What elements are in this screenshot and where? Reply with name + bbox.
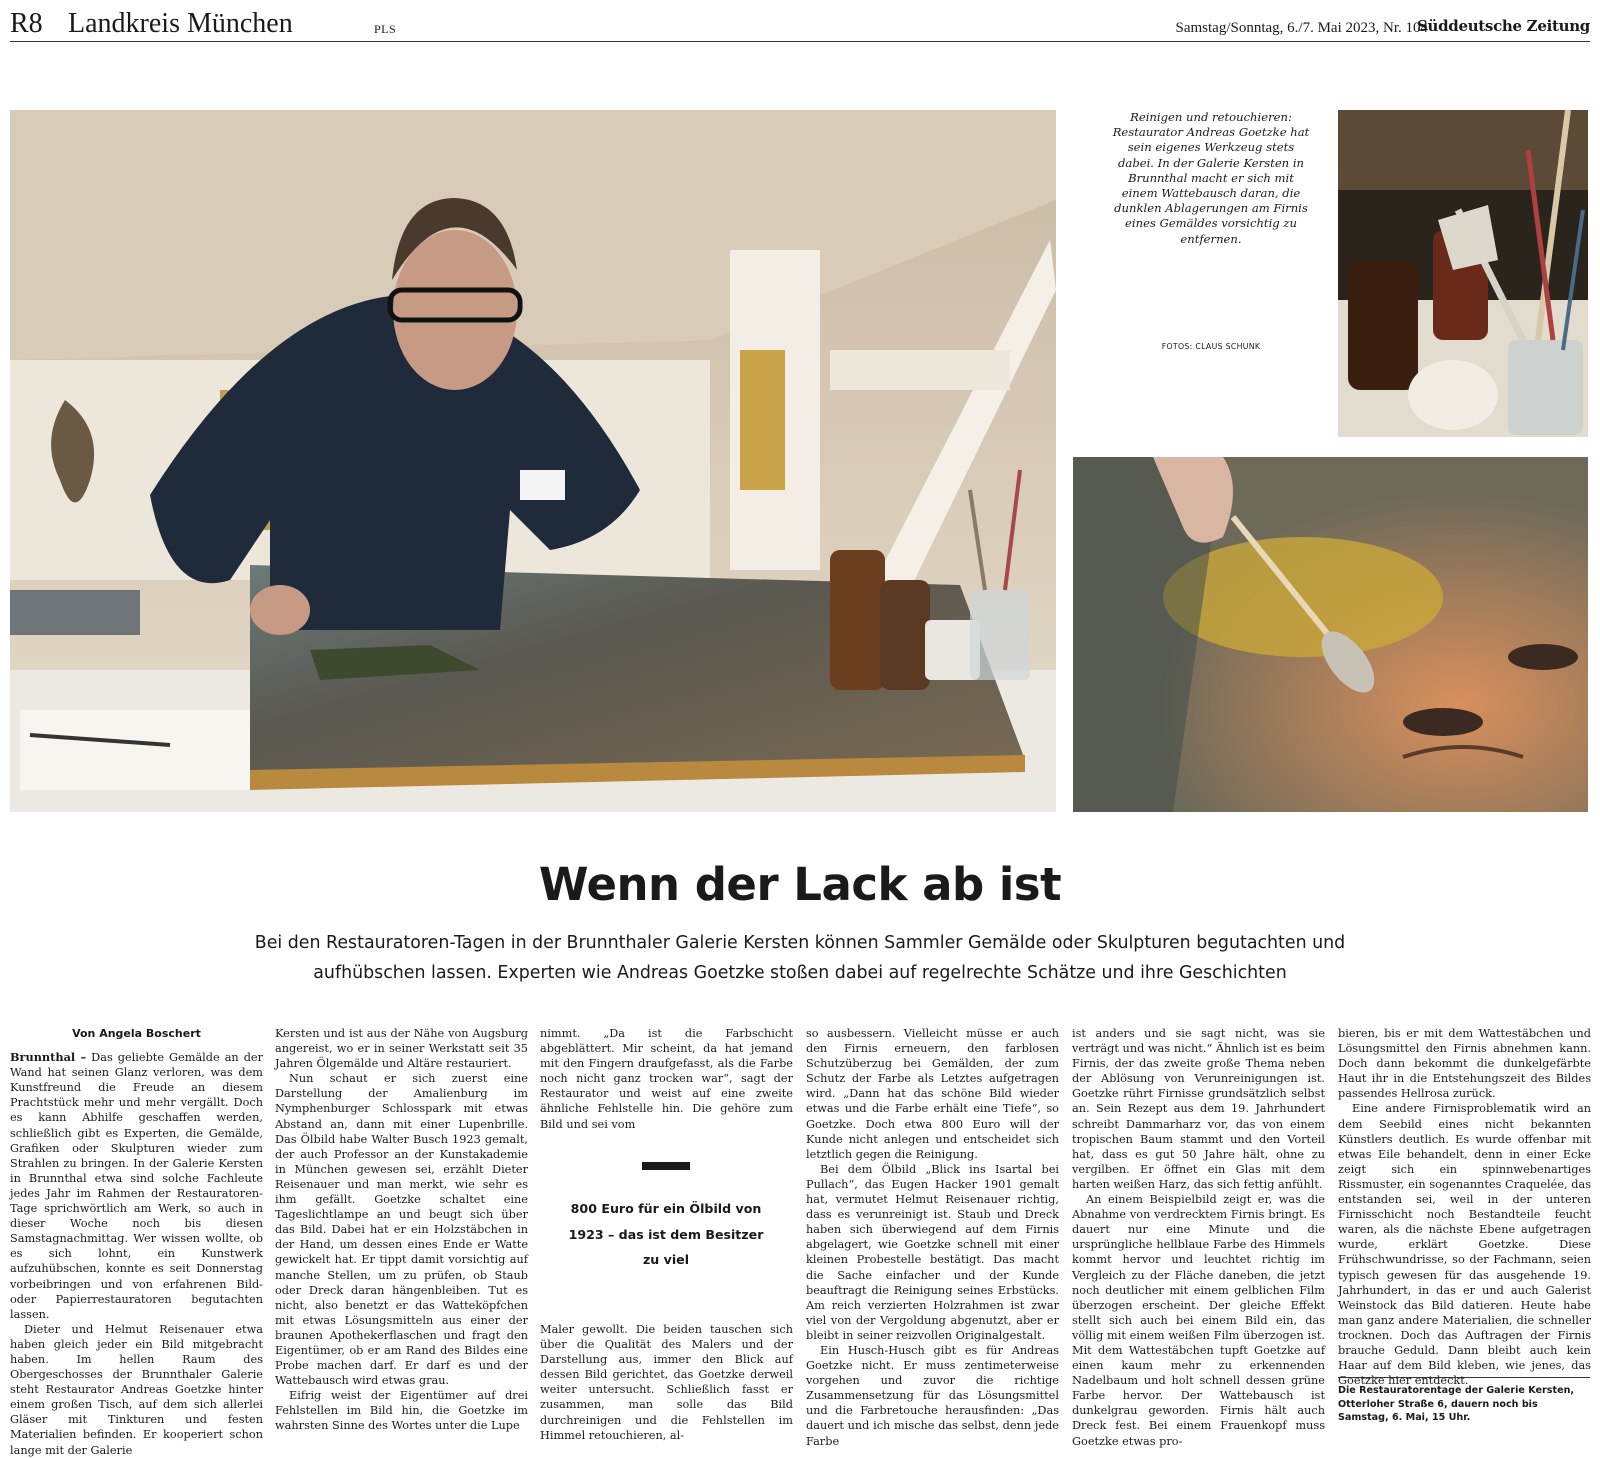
article-column-4 <box>806 1026 1059 1449</box>
article-column-3 <box>540 1026 793 1132</box>
photo-caption: Reinigen und retouchieren: Restaurator Andreas Goetzke hat sein eigenes Werkzeug stets dabei. In der Galerie Kersten in Brunnthal macht er sich mit einem Wattebausch daran, die dunklen Ablagerungen am Firnis eines Gemäldes vorsichtig zu entfernen. <box>1112 110 1310 246</box>
paragraph: Bei dem Ölbild „Blick ins Isartal bei Pullach“, das Eugen Hacker 1901 gemalt hat, vermutet Helmut Reisenauer richtig, dass es verunreinigt ist. Staub und Dreck haben sich überwiegend auf dem Firnis abgelagert, wie Goetzke schnell mit einer kleinen Probestelle bestätigt. Das macht die Sache einfacher und der Kunde beauftragt die Reinigung seines Erbstücks. Am reich verzierten Holzrahmen ist zwar viel von der Vergoldung abgenutzt, aber er bleibt in seiner reizvollen Originalgestalt. <box>806 1162 1059 1342</box>
paragraph: Eine andere Firnisproblematik wird an dem Seebild eines nicht bekannten Künstlers deutlich. Es wurde offenbar mit etwas Eile behandelt, denn in einer Ecke zeigt sich ein spinnwebenartiges Rissmuster, ein sogenanntes Craquelée, das entstanden sei, weil in der unteren Firnisschicht noch Bestandteile feucht waren, als die nächste Ebene aufgetragen wurde, erklärt Goetzke. Diese Frühschwundrisse, so der Fachmann, seien typisch gewesen für das ausgehende 19. Jahrhundert, in das er und auch Galerist Weinstock das Bild datieren. Heute habe man ganz andere Materialien, die schneller trocknen. Doch das Auftragen der Firnis brauche Geduld. Dann bleibt auch kein Haar auf dem Bild kleben, wie jenes, das Goetzke hier entdeckt. <box>1338 1102 1591 1388</box>
paragraph: so ausbessern. Vielleicht müsse er auch den Firnis erneuern, den farblosen Schutzüberzug bei Gemälden, der zum Schutz der Farbe als Letztes aufgetragen wird. „Dann hat das schöne Bild wieder etwas und die Farbe erhält eine Tiefe“, so Goetzke. Doch etwa 800 Euro will der Kunde nicht anlegen und entscheidet sich letztlich gegen die Reinigung. <box>806 1027 1059 1161</box>
article-column-1 <box>10 1026 263 1458</box>
paragraph <box>10 1050 263 1322</box>
edition-code: PLS <box>374 22 397 36</box>
photo-credit: FOTOS: CLAUS SCHUNK <box>1161 342 1261 351</box>
paragraph: Maler gewollt. Die beiden tauschen sich über die Qualität des Malers und der Darstellung aus, immer den Blick auf dessen Bild gerichtet, das Goetzke derweil weiter untersucht. Schließlich fasst er zusammen, man solle das Bild durchreinigen und die Fehlstellen im Himmel retouchieren, al- <box>540 1323 793 1442</box>
article-column-3-continued <box>540 1322 793 1443</box>
article-column-2 <box>275 1026 528 1434</box>
cotton-swab-on-painting-photo <box>1073 457 1588 812</box>
paragraph: An einem Beispielbild zeigt er, was die Abnahme von verdrecktem Firnis bringt. Es dauert nur eine Minute und die ursprüngliche hellblaue Farbe des Himmels kommt hervor und leuchtet richtig im Vergleich zu der Fläche daneben, die jetzt noch deutlicher mit einem gelblichen Film überzogen erscheint. Der gleiche Effekt stellt sich auch bei einem Bild ein, das völlig mit einem weißen Film überzogen ist. Mit dem Wattestäbchen tupft Goetzke auf einen kaum mehr zu erkennenden Nadelbaum und holt schnell dessen grüne Farbe hervor. Der Wattebausch ist dunkelgrau geworden. Firnis hält auch Dreck fest. Bei einem Frauenkopf muss Goetzke etwas pro- <box>1072 1193 1325 1448</box>
paragraph: bieren, bis er mit dem Wattestäbchen und Lösungsmittel den Firnis abnehmen kann. Doch dann bekommt die dunkelgefärbte Haut ihr in die Entstehungszeit des Bildes passendes Hellrosa zurück. <box>1338 1027 1591 1101</box>
issue-date: Samstag/Sonntag, 6./7. Mai 2023, Nr. 104 <box>1175 20 1428 36</box>
pull-quote-bar <box>642 1162 690 1170</box>
pull-quote: 800 Euro für ein Ölbild von 1923 – das ist dem Besitzer zu viel <box>568 1201 764 1267</box>
newspaper-logo: Süddeutsche Zeitung <box>1416 17 1590 35</box>
paragraph: ist anders und sie sagt nicht, was sie verträgt und was nicht.“ Ähnlich ist es beim Firnis, der das zweite große Thema neben der Ablösung von Verunreinigungen ist. Goetzke rührt Firnisse grundsätzlich selbst an. Sein Rezept aus dem 19. Jahrhundert schreibt Dammarharz vor, das von einem tropischen Baum stammt und den Vorteil hat, dass es gut 50 Jahre hält, ohne zu vergilben. Er öffnet ein Glas mit dem harten weißen Harz, das sich fettig anfühlt. <box>1072 1027 1325 1191</box>
section-title: Landkreis München <box>68 8 293 39</box>
event-info-box: Die Restauratorentage der Galerie Kersten, Otterloher Straße 6, dauern noch bis Samstag, 6. Mai, 15 Uhr. <box>1338 1377 1590 1425</box>
paragraph: Nun schaut er sich zuerst eine Darstellung der Amalienburg im Nymphenburger Schlosspark mit etwas Abstand an, dann mit einer Lupenbrille. Das Ölbild habe Walter Busch 1923 gemalt, der auch Professor an der Kunstakademie in München gewesen sei, erzählt Dieter Reisenauer und man merkt, wie sehr es ihm gefällt. Goetzke schaltet eine Tageslichtlampe an und beugt sich über das Bild. Dabei hat er ein Holzstäbchen in der Hand, um dessen eines Ende er Watte gewickelt hat. Er tippt damit vorsichtig auf manche Stellen, um zu prüfen, ob Staub oder Dreck daran hängenbleiben. Tut es nicht, also benetzt er das Watteköpfchen mit etwas Lösungsmitteln aus einer der braunen Apothekerflaschen und fragt den Eigentümer, ob er am Rand des Bildes eine Probe machen darf. Er darf es und der Wattebausch wird etwas grau. <box>275 1072 528 1388</box>
dateline: Brunnthal – <box>10 1050 87 1065</box>
article-column-5 <box>1072 1026 1325 1449</box>
restorer-at-work-photo <box>10 110 1056 812</box>
paragraph-text: Das geliebte Gemälde an der Wand hat seinen Glanz verloren, was dem Kunstfreund die Freude an diesem Prachtstück mehr und mehr vergällt. Doch es kann Abhilfe geschaffen werden, schließlich gibt es Experten, die Gemälde, Grafiken oder Skulpturen wieder zum Strahlen zu bringen. In der Galerie Kersten in Brunnthal etwa sind solche Fachleute jedes Jahr im Rahmen der Restauratoren-Tage sprichwörtlich am Werk, so auch in dieser Woche noch bis diesen Samstagnachmittag. Wer wissen wollte, ob es sich lohnt, ein Kunstwerk aufzuhübschen, konnte es seit Donnerstag vorbeibringen und von erfahrenen Bild- oder Papierrestauratoren begutachten lassen. <box>10 1051 264 1321</box>
paragraph: Kersten und ist aus der Nähe von Augsburg angereist, wo er in seiner Werkstatt seit 35 Jahren Ölgemälde und Altäre restauriert. <box>275 1027 528 1071</box>
article-headline: Wenn der Lack ab ist <box>538 858 1062 911</box>
paragraph: Eifrig weist der Eigentümer auf drei Fehlstellen im Bild hin, die Goetzke im wahrsten Sinne des Wortes unter die Lupe <box>275 1389 528 1433</box>
paragraph: Dieter und Helmut Reisenauer etwa haben gleich jeder ein Bild mitgebracht haben. Im hellen Raum des Obergeschosses der Brunnthaler Galerie steht Restaurator Andreas Goetzke hinter einem großen Tisch, auf dem sich allerlei Gläser mit Tinkturen und festen Materialien befinden. Er kooperiert schon lange mit der Galerie <box>10 1322 263 1457</box>
paragraph: Ein Husch-Husch gibt es für Andreas Goetzke nicht. Er muss zentimeterweise vorgehen und zuvor die richtige Zusammensetzung für das Lösungsmittel und die Farbretouche herausfinden: „Das dauert und ich mische das selbst, denn jede Farbe <box>806 1343 1059 1448</box>
brushes-and-jars-photo <box>1338 110 1588 437</box>
page-number: R8 <box>10 8 43 39</box>
byline: Von Angela Boschert <box>72 1027 201 1040</box>
article-column-6 <box>1338 1026 1591 1388</box>
article-subhead: Bei den Restauratoren-Tagen in der Brunnthaler Galerie Kersten können Sammler Gemälde oder Skulpturen begutachten und aufhübschen lassen. Experten wie Andreas Goetzke stoßen dabei auf regelrechte Schätze und ihre Geschichten <box>254 933 1346 983</box>
paragraph: nimmt. „Da ist die Farbschicht abgeblättert. Mir scheint, da hat jemand mit den Fingern draufgefasst, als die Farbe noch nicht ganz trocken war“, sagt der Restaurator und weist auf eine zweite ähnliche Fehlstelle hin. Die gehöre zum Bild und sei vom <box>540 1027 793 1131</box>
page-header <box>10 6 1590 42</box>
